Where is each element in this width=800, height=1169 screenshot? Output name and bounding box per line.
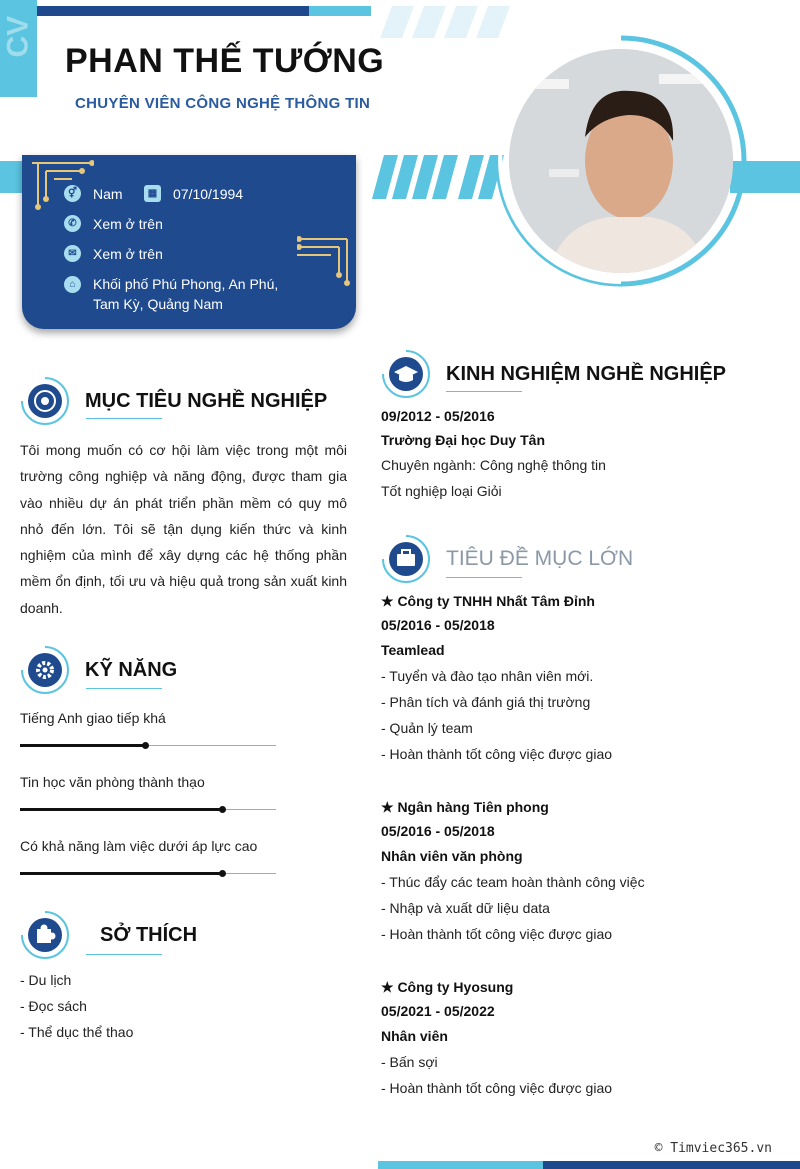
job-title: CHUYÊN VIÊN CÔNG NGHỆ THÔNG TIN [75, 95, 371, 112]
hobby-item: - Du lịch [20, 972, 72, 988]
job-period: 05/2021 - 05/2022 [381, 1003, 495, 1019]
email-icon: ✉ [64, 245, 81, 262]
hobbies-underline [86, 954, 162, 955]
skill-bar-1 [20, 745, 276, 746]
education-major: Chuyên ngành: Công nghệ thông tin [381, 457, 606, 473]
person-avatar-icon [509, 49, 733, 273]
experience-title: TIÊU ĐỀ MỤC LỚN [446, 547, 634, 570]
education-result: Tốt nghiệp loại Giỏi [381, 483, 502, 499]
skill-fill-2 [20, 808, 222, 811]
top-bar-dark [37, 6, 309, 16]
address-row [64, 274, 278, 314]
puzzle-icon [20, 910, 70, 960]
job-duty: - Hoàn thành tốt công việc được giao [381, 746, 613, 762]
bottom-bar-dark [543, 1161, 800, 1169]
gear-icon [20, 645, 70, 695]
skill-label-3: Có khả năng làm việc dưới áp lực cao [20, 838, 258, 854]
objective-title: MỤC TIÊU NGHỀ NGHIỆP [85, 389, 328, 412]
hobby-item: - Đọc sách [20, 998, 87, 1014]
job-duty: - Quản lý team [381, 720, 473, 736]
job-company: ★ Công ty Hyosung [381, 979, 514, 995]
job-period: 05/2016 - 05/2018 [381, 617, 495, 633]
job-company: ★ Công ty TNHH Nhất Tâm Đỉnh [381, 593, 595, 609]
target-icon [20, 376, 70, 426]
hobby-item: - Thể dục thể thao [20, 1024, 134, 1040]
email-row [64, 245, 163, 262]
skills-underline [86, 688, 162, 689]
skill-label-2: Tin học văn phòng thành thạo [20, 774, 205, 790]
hobbies-title: SỞ THÍCH [100, 923, 198, 946]
gender-value: Nam [93, 185, 123, 202]
contact-card [22, 155, 356, 329]
briefcase-icon [381, 534, 431, 584]
education-header [381, 349, 726, 399]
job-duty: - Phân tích và đánh giá thị trường [381, 694, 591, 710]
education-school: Trường Đại học Duy Tân [381, 432, 545, 448]
birthday-value: 07/10/1994 [173, 185, 244, 202]
top-bar-light [309, 6, 371, 16]
experience-underline [446, 577, 522, 578]
birthday-row [144, 185, 243, 202]
skill-label-1: Tiếng Anh giao tiếp khá [20, 710, 166, 726]
address-value [93, 274, 278, 314]
objective-header [20, 376, 327, 426]
objective-text: Tôi mong muốn có cơ hội làm việc trong một môi trường công nghiệp và năng động, được tham gia vào nhiều dự án phát triển phần mềm có quy mô nhỏ đến lớn. Tôi sẽ tận dụng kiến thức và kinh nghiệm của mình để xây dựng các hệ thống phần mềm ổn định, tối ưu và hiệu quả trong sản xuất kinh doanh. [20, 442, 347, 616]
home-icon: ⌂ [64, 276, 81, 293]
objective-underline [86, 418, 162, 419]
gender-icon: ⚥ [64, 185, 81, 202]
education-period: 09/2012 - 05/2016 [381, 408, 495, 424]
skill-dot-3 [219, 870, 226, 877]
education-underline [446, 391, 522, 392]
address-line1: Khối phố Phú Phong, An Phú, [93, 276, 279, 292]
phone-icon: ✆ [64, 215, 81, 232]
skills-title: KỸ NĂNG [85, 658, 178, 681]
job-duty: - Tuyển và đào tạo nhân viên mới. [381, 668, 594, 684]
job-role: Teamlead [381, 642, 445, 658]
phone-value: Xem ở trên [93, 215, 163, 232]
skill-bar-2 [20, 809, 276, 810]
skill-dot-1 [142, 742, 149, 749]
address-line2: Tam Kỳ, Quảng Nam [93, 296, 223, 312]
bottom-bar-light [378, 1161, 543, 1169]
job-duty: - Hoàn thành tốt công việc được giao [381, 1080, 613, 1096]
calendar-icon: ▦ [144, 185, 161, 202]
graduation-cap-icon [381, 349, 431, 399]
hobbies-header [20, 910, 197, 960]
circuit-decoration-right [297, 233, 359, 289]
job-role: Nhân viên văn phòng [381, 848, 523, 864]
job-duty: - Nhập và xuất dữ liệu data [381, 900, 550, 916]
gender-row [64, 185, 123, 202]
job-duty: - Hoàn thành tốt công việc được giao [381, 926, 613, 942]
copyright-footer: © Timviec365.vn [654, 1141, 772, 1156]
skill-fill-1 [20, 744, 145, 747]
email-value: Xem ở trên [93, 245, 163, 262]
skill-bar-3 [20, 873, 276, 874]
job-duty: - Bấn sợi [381, 1054, 438, 1070]
job-period: 05/2016 - 05/2018 [381, 823, 495, 839]
job-role: Nhân viên [381, 1028, 448, 1044]
job-duty: - Thúc đẩy các team hoàn thành công việc [381, 874, 645, 890]
phone-row [64, 215, 163, 232]
skill-fill-3 [20, 872, 222, 875]
skill-dot-2 [219, 806, 226, 813]
education-title: KINH NGHIỆM NGHỀ NGHIỆP [446, 362, 727, 385]
job-company: ★ Ngân hàng Tiên phong [381, 799, 549, 815]
profile-photo [509, 49, 733, 273]
cv-tag: CV [1, 15, 35, 58]
candidate-name: PHAN THẾ TƯỚNG [65, 42, 385, 80]
